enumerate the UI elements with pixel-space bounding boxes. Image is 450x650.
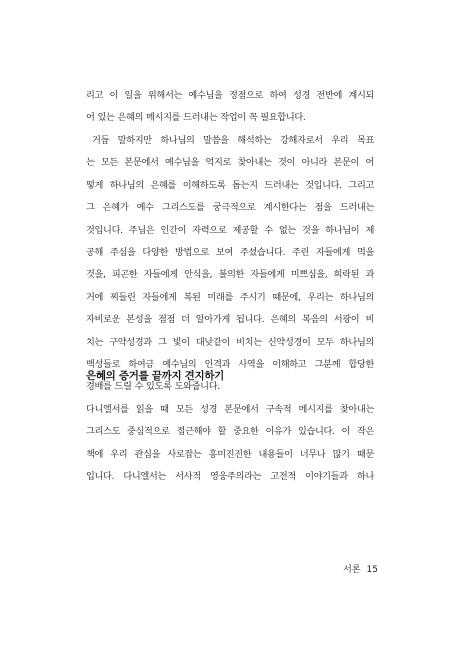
paragraph-line: 다니엘서를 읽을 때 모든 성경 본문에서 구속적 메시지를 찾아내는: [86, 404, 374, 415]
paragraph-line: 것입니다. 주님은 인간이 자력으로 제공할 수 없는 것을 하나님이 제: [86, 224, 374, 236]
paragraph-line: 그 은혜가 예수 그리스도를 궁극적으로 계시한다는 점을 드러내는: [86, 202, 374, 214]
paragraph-line: 경배를 드릴 수 있도록 도와줍니다.: [86, 381, 220, 393]
paragraph-1: [86, 85, 374, 130]
paragraph-line: 백성들로 하여금 예수님의 인격과 사역을 이해하고 그분께 합당한: [86, 358, 374, 370]
paragraph-line: 어 있는 은혜의 메시지를 드러내는 작업이 꼭 필요합니다.: [86, 112, 306, 124]
running-footer-section: 서론: [343, 565, 361, 575]
page-footer: [318, 562, 378, 575]
paragraph-line: 것을, 피곤한 자들에게 안식을, 불의한 자들에게 미쁘심을, 희락된 과: [86, 269, 374, 281]
paragraph-line: 입니다. 다니엘서는 서사적 영웅주의라는 고전적 이야기들과 하나: [86, 471, 374, 483]
paragraph-3: [86, 399, 374, 489]
paragraph-line: 는 모든 본문에서 예수님을 억지로 찾아내는 것이 아니라 본문이 어: [86, 157, 374, 169]
paragraph-line: 책에 우리 관심을 사로잡는 흥미진진한 내용들이 너무나 많기 때문: [86, 448, 374, 460]
paragraph-line: 거에 찌들린 자들에게 복된 미래를 주시기 때문에, 우리는 하나님의: [86, 291, 374, 303]
paragraph-line: 리고 이 일을 위해서는 예수님을 정점으로 하여 성경 전반에 계시되: [86, 90, 374, 101]
page-number: 15: [366, 565, 378, 575]
paragraph-line: 거듭 말하지만 하나님의 말씀을 해석하는 강해자로서 우리 목표: [92, 135, 374, 146]
paragraph-2: [86, 130, 374, 399]
paragraph-line: 그리스도 중심적으로 접근해야 할 중요한 이유가 있습니다. 이 작은: [86, 426, 374, 438]
section-heading: 은혜의 증거를 끝까지 견지하기: [86, 370, 225, 382]
paragraph-line: 공해 주심을 다양한 방법으로 보여 주셨습니다. 주린 자들에게 먹을: [86, 246, 374, 258]
paragraph-line: 자비로운 본성을 점점 더 알아가게 됩니다. 은혜의 복음의 서광이 비: [86, 314, 374, 326]
paragraph-line: 떻게 하나님의 은혜를 이해하도록 돕는지 드러내는 것입니다. 그리고: [86, 179, 374, 191]
paragraph-line: 치는 구약성경과 그 빛이 대낮같이 비치는 신약성경이 모두 하나님의: [86, 336, 374, 348]
